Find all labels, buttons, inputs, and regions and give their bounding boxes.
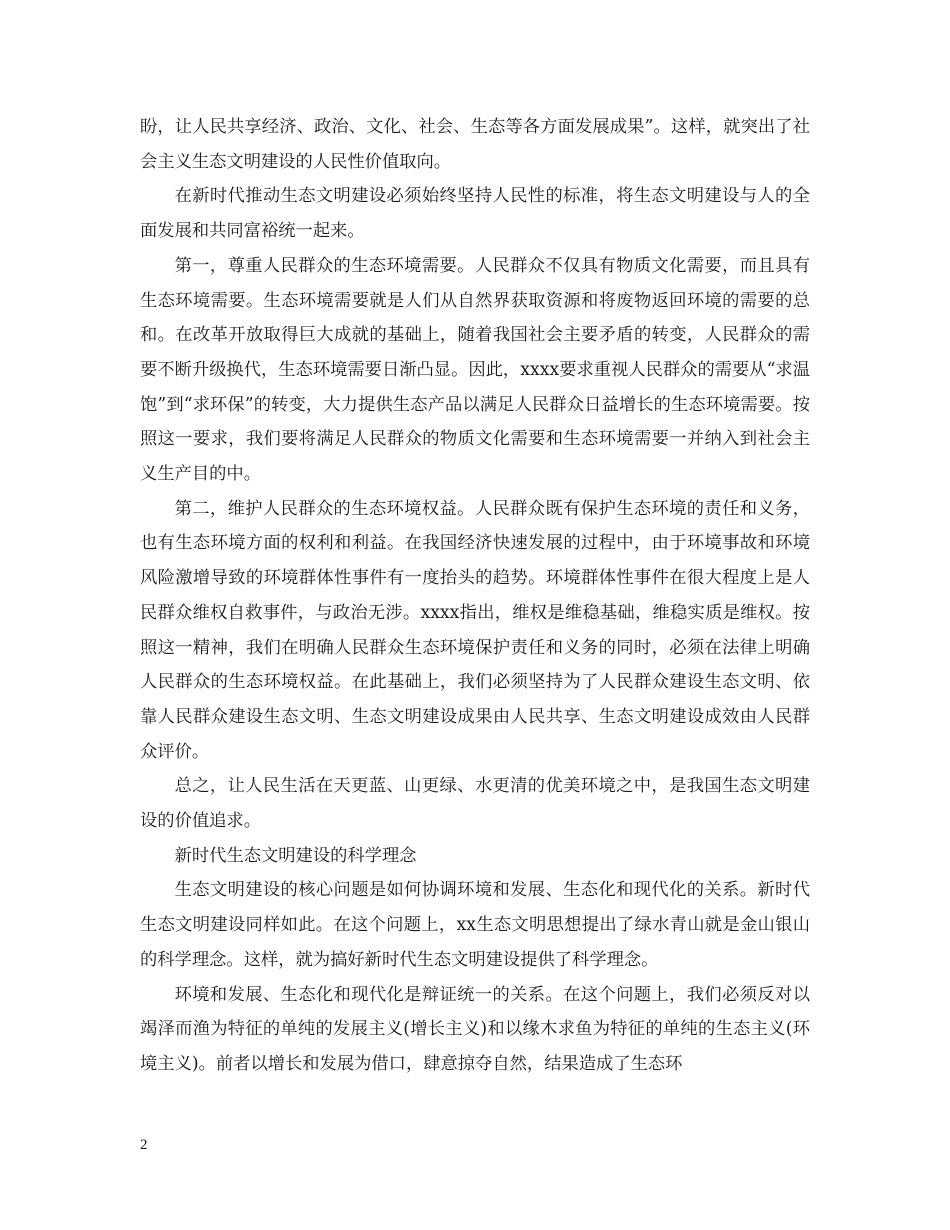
section-heading: 新时代生态文明建设的科学理念 (174, 845, 417, 866)
paragraph: 第一，尊重人民群众的生态环境需要。人民群众不仅具有物质文化需要，而且具有生态环境需要。生态环境需要就是人们从自然界获取资源和将废物返回环境的需要的总和。在改革开放取得巨大成就的基础上，随着我国社会主要矛盾的转变，人民群众的需要不断升级换代，生态环境需要日渐凸显。因此，xxxx要求重视人民群众的需要从“求温饱”到“求环保”的转变，大力提供生态产品以满足人民群众日益增长的生态环境需要。按照这一要求，我们要将满足人民群众的物质文化需要和生态环境需要一并纳入到社会主义生产目的中。 (140, 255, 810, 485)
document-body (140, 110, 810, 1082)
paragraph: 第二，维护人民群众的生态环境权益。人民群众既有保护生态环境的责任和义务，也有生态环境方面的权利和利益。在我国经济快速发展的过程中，由于环境事故和环境风险激增导致的环境群体性事件有一度抬头的趋势。环境群体性事件在很大程度上是人民群众维权自救事件，与政治无涉。xxxx指出，维权是维稳基础，维稳实质是维权。按照这一精神，我们在明确人民群众生态环境保护责任和义务的同时，必须在法律上明确人民群众的生态环境权益。在此基础上，我们必须坚持为了人民群众建设生态文明、依靠人民群众建设生态文明、生态文明建设成果由人民共享、生态文明建设成效由人民群众评价。 (140, 498, 810, 762)
paragraph: 盼，让人民共享经济、政治、文化、社会、生态等各方面发展成果”。这样，就突出了社会主义生态文明建设的人民性价值取向。 (140, 117, 810, 172)
page-number: 2 (140, 1137, 148, 1153)
paragraph: 在新时代推动生态文明建设必须始终坚持人民性的标准，将生态文明建设与人的全面发展和共同富裕统一起来。 (140, 186, 810, 242)
paragraph: 环境和发展、生态化和现代化是辩证统一的关系。在这个问题上，我们必须反对以竭泽而渔为特征的单纯的发展主义(增长主义)和以缘木求鱼为特征的单纯的生态主义(环境主义)。前者以增长和发展为借口，肆意掠夺自然，结果造成了生态环 (140, 984, 810, 1074)
paragraph: 总之，让人民生活在天更蓝、山更绿、水更清的优美环境之中，是我国生态文明建设的价值追求。 (140, 776, 810, 832)
paragraph: 生态文明建设的核心问题是如何协调环境和发展、生态化和现代化的关系。新时代生态文明建设同样如此。在这个问题上，xx生态文明思想提出了绿水青山就是金山银山的科学理念。这样，就为搞好新时代生态文明建设提供了科学理念。 (140, 880, 810, 970)
